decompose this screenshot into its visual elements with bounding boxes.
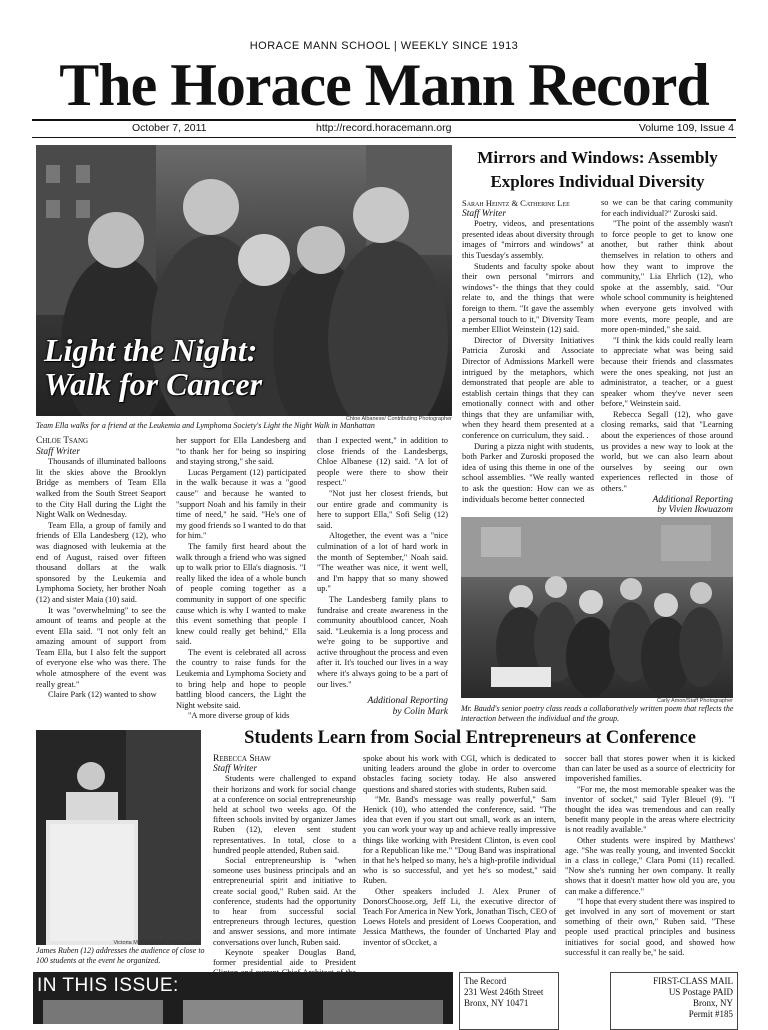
mirrors-article-col-2 [601,198,733,516]
mirrors-headline-line-1: Mirrors and Windows: Assembly [477,148,718,167]
light-paragraph: The Landesberg family plans to fundraise and create awareness in the community aboutblood cancer, Noah said. "Leukemia is a long process and we're going to be supportive and active throughout the process and even after it. It's touched our lives in a way where it's always going to be a part of our lives." [317,594,448,689]
speaker-photo-credit: Victoria McKahn/Staff Photographer [113,940,201,946]
light-article-col-3 [317,436,448,717]
masthead-tagline: HORACE MANN SCHOOL | WEEKLY SINCE 1913 [249,40,519,52]
mirrors-paragraph: During a pizza night with students, both Parker and Zuroski proposed the idea of using this theme in one of the school assemblies. "We really wanted to ask the question: How can we as individuals become better connected [462,441,594,504]
social-article-col-2 [363,754,556,948]
light-article-col-2 [176,436,306,722]
issue-date: October 7, 2011 [132,122,207,134]
social-article-col-3 [565,754,735,958]
speaker-photo [36,730,201,945]
mirrors-paragraph: "I think the kids could really learn to appreciate what was being said because their friends and classmates were the ones speaking, not just an administrator, a teacher, or a guest speaker whom they've never seen before," Weinstein said. [601,335,733,409]
speaker-photo-caption: James Ruben (12) addresses the audience of close to 100 students at the event he organized. [36,946,205,965]
masthead-rule-bottom [32,137,736,138]
mirrors-paragraph: Rebecca Segall (12), who gave closing remarks, said that "Learning about the experiences of those around us provides a new way to look at the world, but we can also learn about ourselves by seeing our own experiences reflected in those of others." [601,409,733,494]
social-paragraph: Students were challenged to expand their horizons and work for social change at a conference on social entrepreneurship held at school two weeks ago. Of the fifteen schools invited by organizer James Ruben (12), eleven sent student representatives. In total, close to a hundred people attended, Ruben said. [213,774,356,855]
postage-line-3: Bronx, NY [693,998,733,1008]
address-line-2: 231 West 246th Street [464,987,544,997]
volume-issue: Volume 109, Issue 4 [638,122,734,134]
light-author: Chloe Tsang [36,436,89,446]
mirrors-article-col-1 [462,198,594,505]
light-the-night-photo-title [44,333,262,401]
light-author-role: Staff Writer [36,446,81,457]
light-paragraph: It was "overwhelming" to see the amount of teams and people at the event Ella said. "I not only felt an amazing amount of support from Team Ella, but I also felt the support of everyone else who was there. The whole atmosphere of the event was really great." [36,605,166,689]
mirrors-additional-reporter: by Vivien Ikwuazom [657,505,733,516]
speaker-photo-art [36,730,201,945]
photo-title-line-1: Light the Night: [44,332,258,368]
light-paragraph: than I expected went," in addition to close friends of the Landesbergs, Chloe Albanese (12) said. "A lot of people were there to show their respect." [317,436,448,488]
social-paragraph: Other speakers included J. Alex Pruner of DonorsChoose.org, Jeff Li, the executive director of Teach For America in New York, Jonathan Tisch, CEO of Loews Hotels and president of Loews Cooperation, and Jessica Matthews, the founder of Uncharted Play and inventor of sOccket, a [363,886,556,947]
mirrors-headline [455,146,740,194]
masthead-title: The Horace Mann Record [59,52,709,118]
light-paragraph: Altogether, the event was a "nice culmination of a lot of hard work in the month of September," Noah said. "The weather was nice, it went well, and I'm happy that so many showed up." [317,531,448,594]
social-paragraph: Social entrepreneurship is "when someone uses business principals and an entrepreneurial spirit and initiative to create social good," Ruben said. At the conference, students had the opportunity to hear from successful social entrepreneurs through lectures, question and answer sessions, and more intimate conversations over lunch, Ruben said. [213,856,356,947]
social-paragraph: soccer ball that stores power when it is kicked than can later be used as a source of electricity for impoverished families. [565,754,735,784]
mirrors-paragraph: Students and faculty spoke about their own personal "mirrors and windows"- the things that they could relate to, and the things that were foreign to them. "It gave the assembly a personal touch to it," Diversity Team member Elliot Weinstein (12) said. [462,261,594,335]
in-this-issue-label: IN THIS ISSUE: [37,975,179,996]
mirrors-author: Sarah Heintz & Catherine Lee [462,198,570,208]
social-paragraph: "For me, the most memorable speaker was the inventor of socket," said Tyler Bleuel (9). "I thought the idea was tremendous and can really benefit many people in the areas where electricity is not readily available." [565,784,735,835]
light-photo-credit: Chloe Albanese/ Contributing Photographer [345,416,452,422]
postage-line-2: US Postage PAID [668,987,733,997]
social-headline: Students Learn from Social Entrepreneurs at Conference [244,728,696,748]
light-paragraph: The family first heard about the walk through a friend who was signed up to walk prior to Ella's diagnosis. "I really liked the idea of a whole bunch of people coming together as a community in support of one specific cause which is why I wanted to make this event something that people I knew could really get behind," Ella said. [176,541,306,647]
in-this-issue-thumb-1[interactable] [43,1000,163,1024]
in-this-issue-thumb-3[interactable] [323,1000,443,1024]
in-this-issue-bar [33,972,453,1024]
social-paragraph: spoke about his work with CGI, which is dedicated to uniting leaders around the globe in order to overcome obstacles facing society today. He also answered questions and shared stories with students, Ruben said. [363,754,556,794]
social-author: Rebecca Shaw [213,754,271,764]
mailing-address-box [459,972,559,1030]
mirrors-paragraph: "The point of the assembly wasn't to force people to get to know one another, but rather think about themselves in relation to others and how they want to improve the community," Lia Ehrlich (12), who spoke at the assembly, said. "Our whole school community is heightened when everyone gets involved with more events, more people, and are more open-minded," she said. [601,219,733,335]
social-paragraph: "Mr. Band's message was really powerful," Sam Henick (10), who attended the conference, said. "The idea that even if you start out small, work as an intern, you can work your way up and achieve really impressive things like working with President Clinton, is even cool for a Republican like me." "Doug Band was inspirational in that he's helped so many, he's a high-profile individual who is so successful, and yet he's so modest," said Ruben. [363,794,556,886]
light-paragraph: Claire Park (12) wanted to show [48,690,157,700]
social-paragraph: Other students were inspired by Matthews' age. "She was really young, and invented Socckit in a class in college," Clara Pomi (11) recalled. "Now she's running her own company. It really shows that it doesn't matter how old you are, you can make a difference." [565,835,735,896]
light-paragraph: "Not just her closest friends, but our entire grade and community is here to support Ella," Sofi Selig (12) said. [317,488,448,530]
light-paragraph: her support for Ella Landesberg and "to thank her for being so inspiring and staying strong," she said. [176,436,306,467]
social-paragraph: "I hope that every student there was inspired to get involved in any sort of movement or start something of their own," Ruben said. "These people used practical principles and business initiatives for social good, and showed how successful it can really be," he said. [565,896,735,957]
light-paragraph: Lucas Pergament (12) participated in the walk because it was a "good cause" and because he wanted to "support Noah and his family in their time of need," he said. "He's one of my good friends so I wanted to do that for him." [176,467,306,541]
social-paragraph: Keynote speaker Douglas Band, former presidential aide to President [213,947,356,968]
postage-box [610,972,738,1030]
mirrors-headline-line-2: Explores Individual Diversity [490,172,705,191]
masthead-rule-top [32,119,736,121]
address-line-3: Bronx, NY 10471 [464,998,529,1008]
poetry-photo-caption: Mr. Baudd's senior poetry class reads a collaboratively written poem that reflects the interaction between the individual and the group. [461,704,734,723]
photo-title-line-2: Walk for Cancer [44,366,263,402]
light-paragraph: "A more diverse group of kids [188,711,290,721]
light-photo-caption: Team Ella walks for a friend at the Leukemia and Lymphoma Society's Light the Night Walk in Manhattan [36,421,375,430]
in-this-issue-thumb-2[interactable] [183,1000,303,1024]
poetry-class-photo-art [461,517,733,698]
postage-line-1: FIRST-CLASS MAIL [653,976,733,986]
address-line-1: The Record [464,976,507,986]
mirrors-paragraph: Poetry, videos, and presentations presented ideas about diversity through images of "mirrors and windows" at this Tuesday's assembly. [462,219,594,260]
light-paragraph: The event is celebrated all across the country to raise funds for the Leukemia and Lymphoma Society and to bring help and hope to people battling blood cancers, the Light the Night website said. [176,647,306,710]
light-article-col-1 [36,436,166,701]
date-bar [34,122,734,136]
light-additional-reporting: Additional Reporting [367,696,448,707]
light-paragraph: Team Ella, a group of family and friends of Ella Landesberg (12), who was diagnosed with leukemia at the end of August, raised over fifteen thousand dollars at the walk sponsored by the Leukemia and Lymphoma Society, her brother Noah (12) and sister Maia (10) said. [36,520,166,604]
mirrors-additional-reporting: Additional Reporting [652,494,733,505]
mirrors-paragraph: Director of Diversity Initiatives Patricia Zuroski and Associate Director of Admissions Markell were intrigued by the metaphors, which demonstrated that people are able to establish certain things that they can emotionally connect with and other things that they are unfamiliar with, when they heard them presented at a conference on curriculum, they said. . [462,335,594,441]
poetry-photo-credit: Carly Amon/Staff Photographer [656,698,733,704]
social-article-col-1 [213,754,356,989]
light-paragraph: Thousands of illuminated balloons lit the skies above the Brooklyn Bridge as members of Team Ella walked from the South Street Seaport to the City Hall during the Light the Night Walk on Wednesday. [36,457,166,520]
social-author-role: Staff Writer [213,764,258,775]
website-link[interactable]: http://record.horacemann.org [316,122,452,134]
light-additional-reporter: by Colin Mark [392,706,448,717]
light-the-night-photo [36,145,452,416]
mirrors-paragraph: so we can be that caring community for each individual?" Zuroski said. [601,198,733,218]
poetry-class-photo [461,517,733,698]
postage-line-4: Permit #185 [688,1009,733,1019]
mirrors-author-role: Staff Writer [462,208,507,219]
